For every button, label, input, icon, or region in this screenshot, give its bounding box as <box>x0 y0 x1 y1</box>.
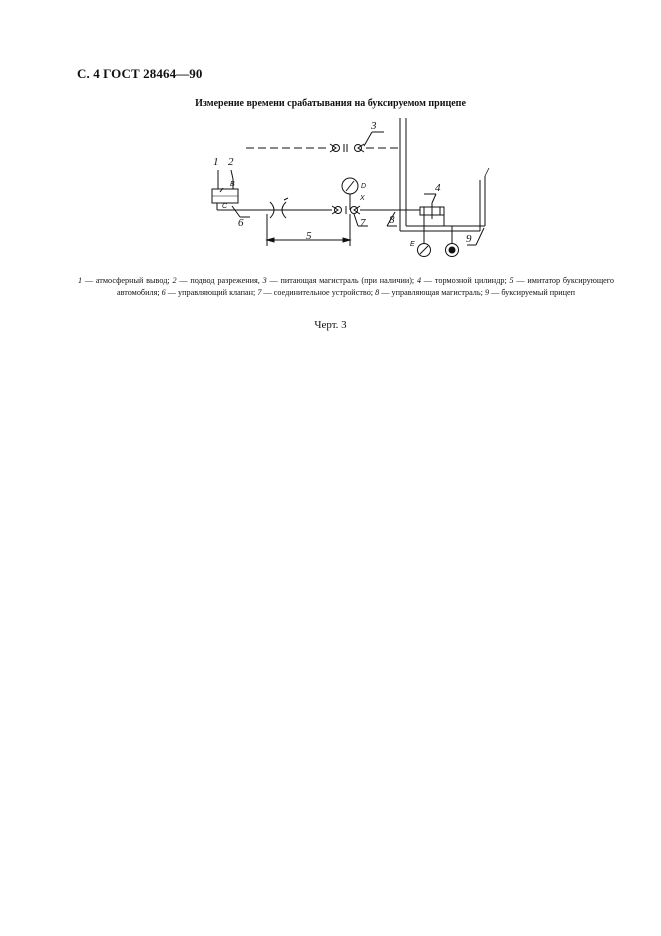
callout-7: 7 <box>360 217 366 229</box>
legend-item-3: 3 — питающая магистраль (при наличии); <box>262 276 418 285</box>
legend-item-8: 8 — управляющая магистраль; <box>375 288 485 297</box>
figure-legend <box>78 275 614 299</box>
callout-4: 4 <box>435 182 441 194</box>
legend-item-1: 1 — атмосферный вывод; <box>78 276 173 285</box>
legend-item-7: 7 — соединительное устройство; <box>257 288 376 297</box>
callout-8: 8 <box>389 214 395 226</box>
callout-2: 2 <box>228 156 234 168</box>
point-x-label: X <box>360 195 365 202</box>
gauge-e-label: E <box>410 241 415 248</box>
legend-item-2: 2 — подвод разрежения, <box>172 276 263 285</box>
callout-6: 6 <box>238 217 244 229</box>
figure-caption: Черт. 3 <box>314 319 347 331</box>
callout-1: 1 <box>213 156 219 168</box>
port-b-label: В <box>230 181 235 188</box>
pneumatic-scheme-diagram <box>0 0 661 280</box>
gauge-d-label: D <box>361 183 367 190</box>
legend-item-5: 5 — имитатор буксирующего автомобиля; <box>116 276 615 297</box>
legend-item-9: 9 — буксируемый прицеп <box>484 288 576 297</box>
callout-5: 5 <box>306 230 312 242</box>
callout-9: 9 <box>466 233 472 245</box>
legend-item-4: 4 — тормозной цилиндр; <box>417 276 510 285</box>
legend-item-6: 6 — управляющий клапан; <box>161 288 258 297</box>
port-c-label: С <box>222 203 228 210</box>
page-header: С. 4 ГОСТ 28464—90 <box>77 66 203 81</box>
callout-3: 3 <box>371 120 377 132</box>
figure-title: Измерение времени срабатывания на буксируемом прицепе <box>195 98 466 109</box>
